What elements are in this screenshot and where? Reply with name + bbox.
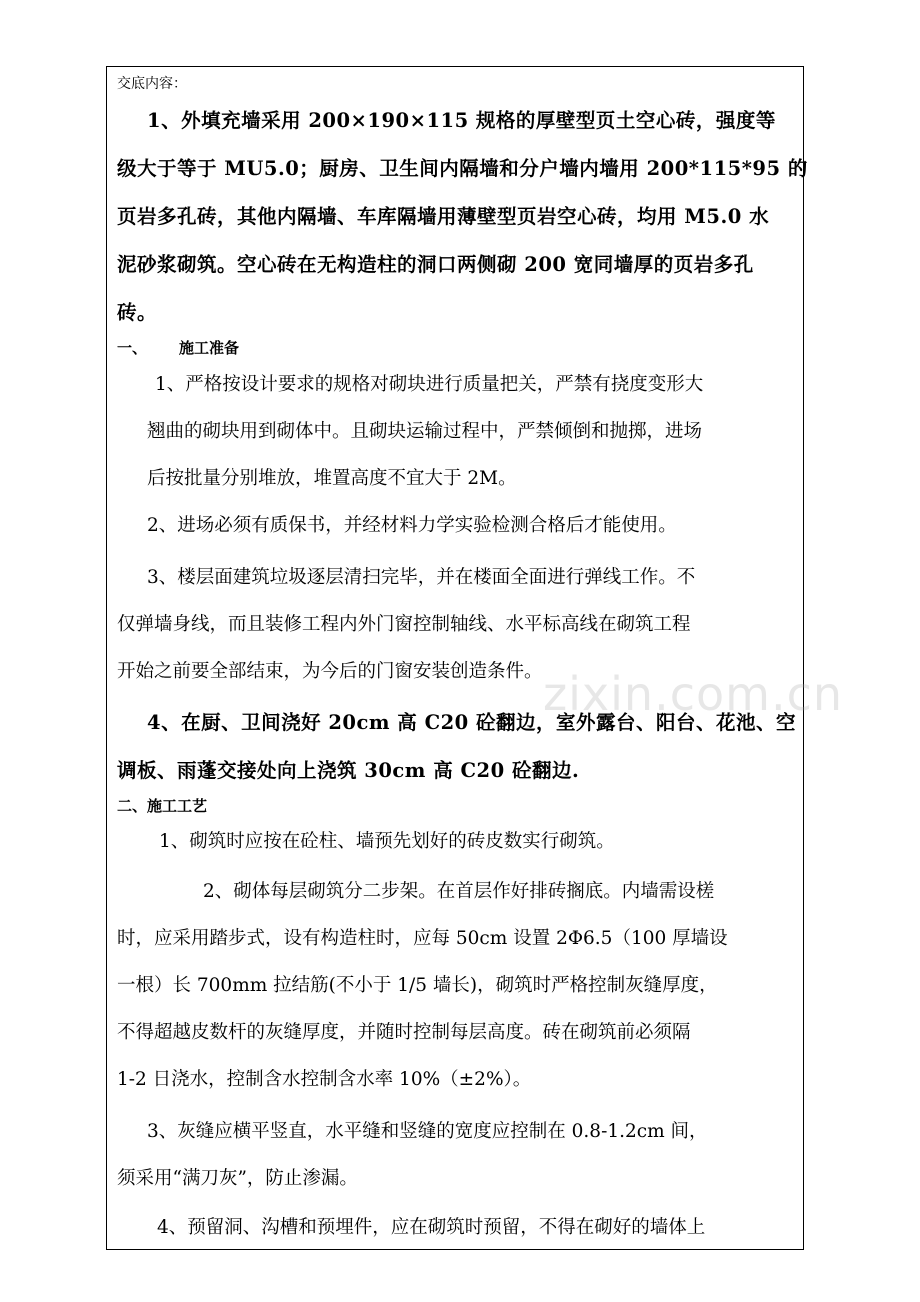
s2-item3-line2: 须采用“满刀灰”，防止渗漏。: [117, 1168, 358, 1189]
s1-item1-line2: 翘曲的砌块用到砌体中。且砌块运输过程中，严禁倾倒和抛掷，进场: [147, 421, 703, 442]
s2-item2-line1: 2、砌体每层砌筑分二步架。在首层作好排砖搁底。内墙需设槎: [203, 881, 715, 902]
section1-title: 施工准备: [179, 339, 240, 357]
para1-line3: 页岩多孔砖，其他内隔墙、车库隔墙用薄壁型页岩空心砖，均用 M5.0 水: [117, 205, 770, 228]
s2-item2-line2: 时，应采用踏步式，设有构造柱时，应每 50cm 设置 2Φ6.5（100 厚墙设: [117, 928, 728, 949]
s1-item2: 2、进场必须有质保书，并经材料力学实验检测合格后才能使用。: [147, 515, 677, 536]
para1-line5: 砖。: [117, 301, 158, 324]
content-frame: [106, 66, 844, 1250]
para1-line2: 级大于等于 MU5.0；厨房、卫生间内隔墙和分户墙内墙用 200*115*95 的: [117, 157, 808, 180]
s1-item1-line1: 1、严格按设计要求的规格对砌块进行质量把关，严禁有挠度变形大: [155, 374, 704, 395]
section1-number: 一、: [117, 339, 148, 357]
s2-item1: 1、砌筑时应按在砼柱、墙预先划好的砖皮数实行砌筑。: [159, 831, 615, 852]
section2-title: 二、施工工艺: [117, 797, 208, 815]
s2-item2-line3: 一根）长 700mm 拉结筋(不小于 1/5 墙长)，砌筑时严格控制灰缝厚度，: [117, 975, 718, 996]
s1-item3-line2: 仅弹墙身线，而且装修工程内外门窗控制轴线、水平标高线在砌筑工程: [117, 614, 691, 635]
s2-item2-line5: 1-2 日浇水，控制含水控制含水率 10%（±2%）。: [117, 1069, 532, 1090]
para1-line1: 1、外填充墙采用 200×190×115 规格的厚壁型页土空心砖，强度等: [147, 109, 776, 132]
s1-item1-line3: 后按批量分别堆放，堆置高度不宜大于 2M。: [147, 468, 517, 489]
s1-item4-line2: 调板、雨蓬交接处向上浇筑 30cm 高 C20 砼翻边.: [117, 759, 580, 782]
s2-item4: 4、预留洞、沟槽和预埋件，应在砌筑时预留，不得在砌好的墙体上: [157, 1217, 706, 1238]
para1-line4: 泥砂浆砌筑。空心砖在无构造柱的洞口两侧砌 200 宽同墙厚的页岩多孔: [117, 253, 754, 276]
content-label: 交底内容：: [117, 76, 187, 92]
s2-item2-line4: 不得超越皮数杆的灰缝厚度，并随时控制每层高度。砖在砌筑前必须隔: [117, 1022, 691, 1043]
watermark: zixin.com.cn: [543, 667, 844, 721]
s1-item3-line3: 开始之前要全部结束，为今后的门窗安装创造条件。: [117, 661, 543, 682]
s2-item3-line1: 3、灰缝应横平竖直，水平缝和竖缝的宽度应控制在 0.8-1.2cm 间，: [147, 1121, 708, 1142]
s1-item3-line1: 3、楼层面建筑垃圾逐层清扫完毕，并在楼面全面进行弹线工作。不: [147, 567, 696, 588]
s1-item4-line1: 4、在厨、卫间浇好 20cm 高 C20 砼翻边，室外露台、阳台、花池、空: [147, 711, 797, 734]
